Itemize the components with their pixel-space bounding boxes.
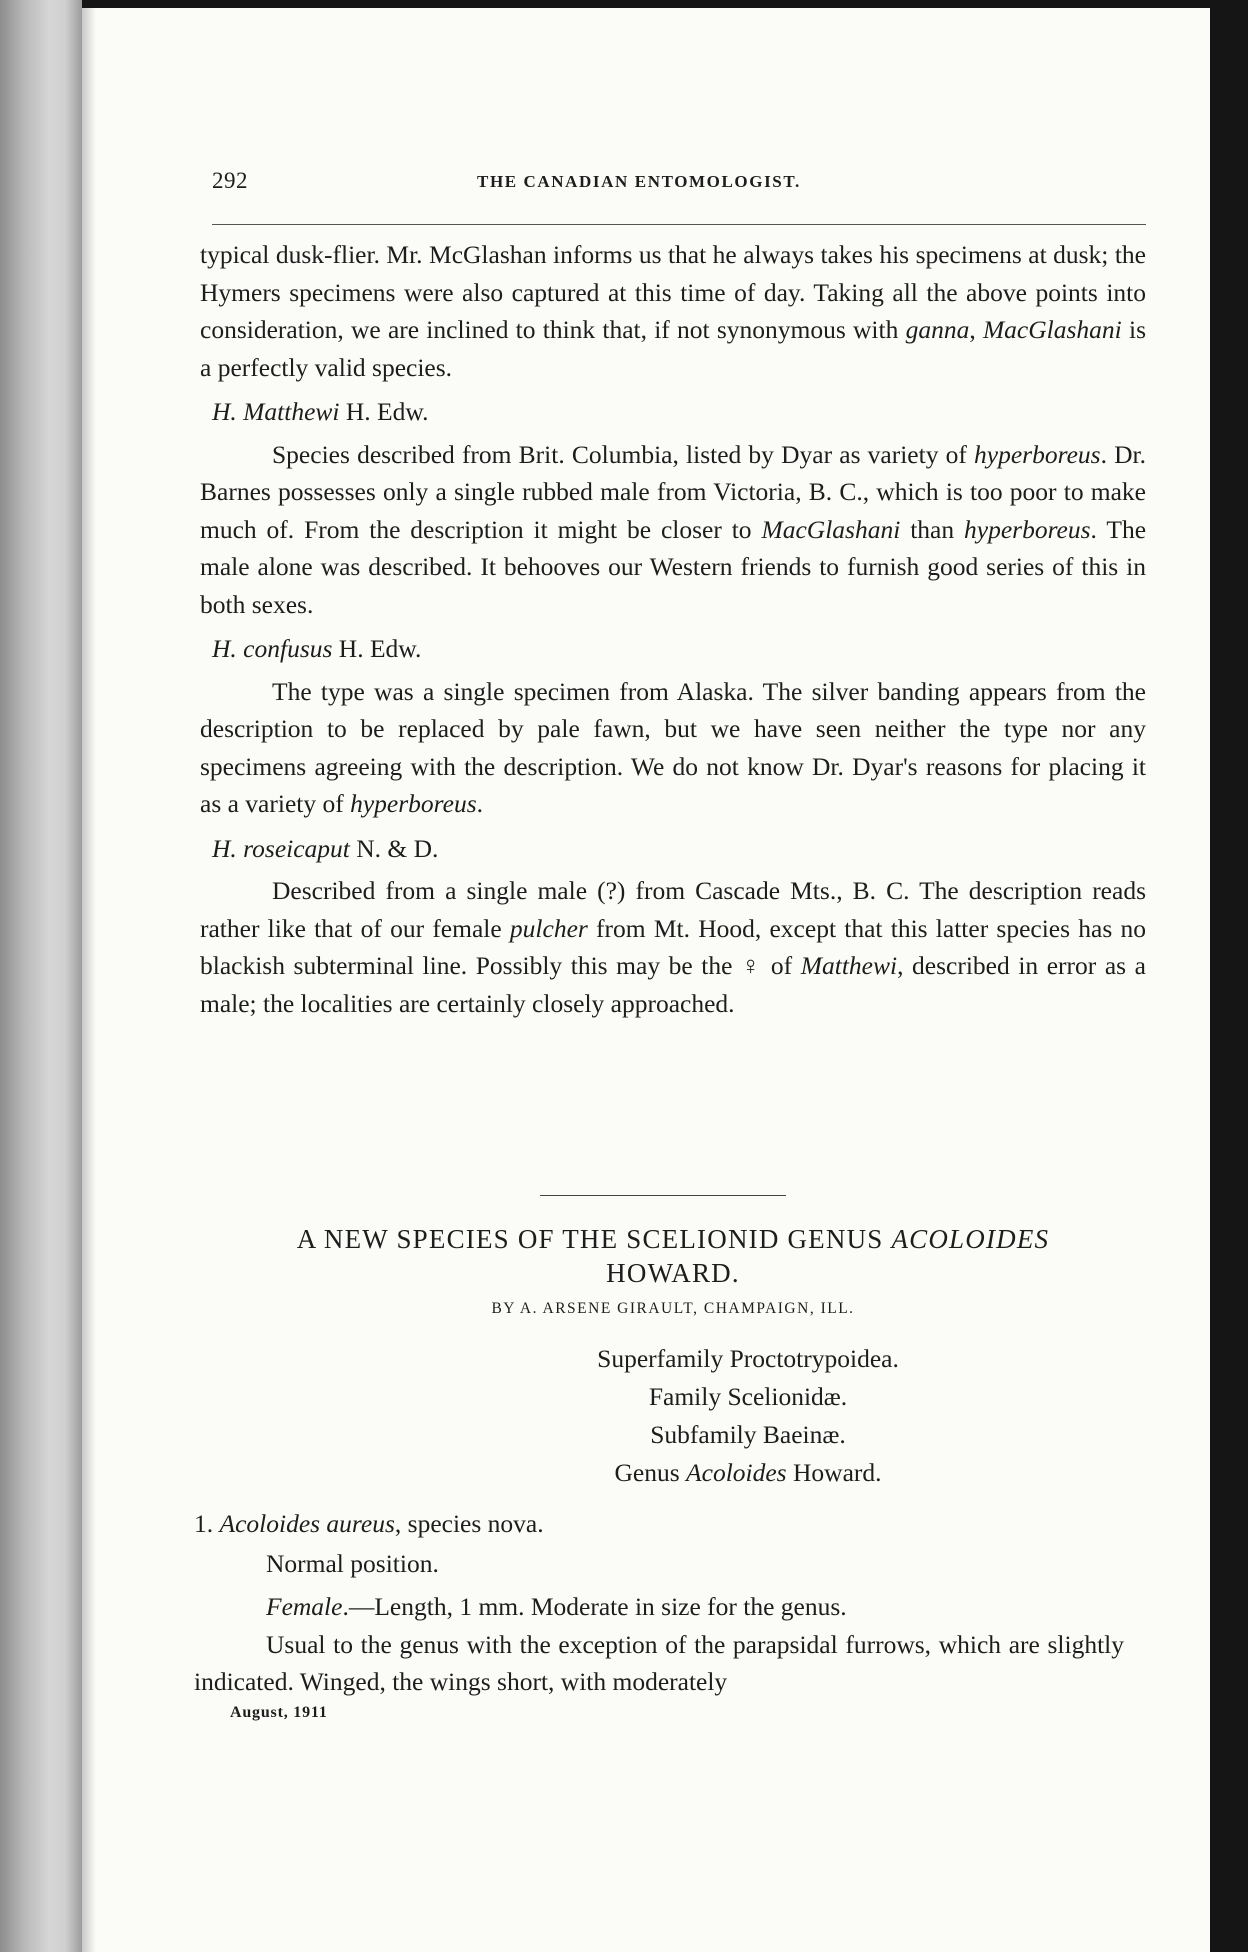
- taxonomy-block: [200, 1340, 1146, 1492]
- header-rule: [212, 224, 1146, 225]
- genus-line: Genus Acoloides Howard.: [614, 1458, 882, 1487]
- article-title: [200, 1222, 1146, 1290]
- article-title-line-2: HOWARD.: [606, 1258, 740, 1288]
- page-header: [212, 168, 1146, 208]
- article-title-line-1: A NEW SPECIES OF THE SCELIONID GENUS ACOLOIDES: [296, 1224, 1050, 1254]
- section-divider-rule: [540, 1195, 786, 1196]
- issue-date: August, 1911: [230, 1704, 328, 1721]
- paragraph-usual: Usual to the genus with the exception of the parapsidal furrows, which are slightly indicated. Winged, the wings short, with moderately: [194, 1629, 1124, 1696]
- paragraph-matthewi: Species described from Brit. Columbia, listed by Dyar as variety of hyperboreus. Dr. Barnes possesses only a single rubbed male from Victoria, B. C., which is too poor to make much of. From the description it might be closer to MacGlashani than hyperboreus. The male alone was described. It behooves our Western friends to furnish good series of this in both sexes.: [200, 439, 1147, 619]
- species-heading-aureus: 1. Acoloides aureus, species nova.: [194, 1509, 544, 1538]
- body-text-lower: [194, 1505, 1124, 1701]
- page-gutter-shadow: [82, 8, 96, 1952]
- species-heading-confusus: H. confusus H. Edw.: [212, 634, 422, 663]
- paragraph-dusk-flier: typical dusk-flier. Mr. McGlashan informs us that he always takes his specimens at dusk; the Hymers specimens were also captured at this time of day. Taking all the above points into consideration, we are inclined to think that, if not synonymous with ganna, MacGlashani is a perfectly valid species.: [200, 240, 1147, 382]
- subfamily-line: Subfamily Baeinæ.: [650, 1420, 846, 1449]
- article-byline: BY A. ARSENE GIRAULT, CHAMPAIGN, ILL.: [491, 1300, 855, 1317]
- page-number: 292: [212, 168, 248, 193]
- running-head: THE CANADIAN ENTOMOLOGIST.: [477, 172, 801, 191]
- species-heading-roseicaput: H. roseicaput N. & D.: [212, 833, 439, 863]
- species-heading-matthewi: H. Matthewi H. Edw.: [212, 397, 429, 426]
- body-text-upper: [200, 236, 1146, 1022]
- book-binding-edge: [0, 0, 82, 1952]
- paragraph-normal-position: Normal position.: [266, 1548, 439, 1578]
- family-line: Family Scelionidæ.: [648, 1382, 848, 1411]
- paragraph-female: Female.—Length, 1 mm. Moderate in size for the genus.: [266, 1592, 847, 1621]
- paragraph-confusus: The type was a single specimen from Alaska. The silver banding appears from the description to be replaced by pale fawn, but we have seen neither the type nor any specimens agreeing with the description. We do not know Dr. Dyar's reasons for placing it as a variety of hyperboreus.: [200, 676, 1146, 818]
- superfamily-line: Superfamily Proctotrypoidea.: [597, 1344, 899, 1373]
- paragraph-roseicaput: Described from a single male (?) from Cascade Mts., B. C. The description reads rather like that of our female pulcher from Mt. Hood, except that this latter species has no blackish subterminal line. Possibly this may be the ♀ of Matthewi, described in error as a male; the localities are certainly closely approached.: [200, 876, 1147, 1018]
